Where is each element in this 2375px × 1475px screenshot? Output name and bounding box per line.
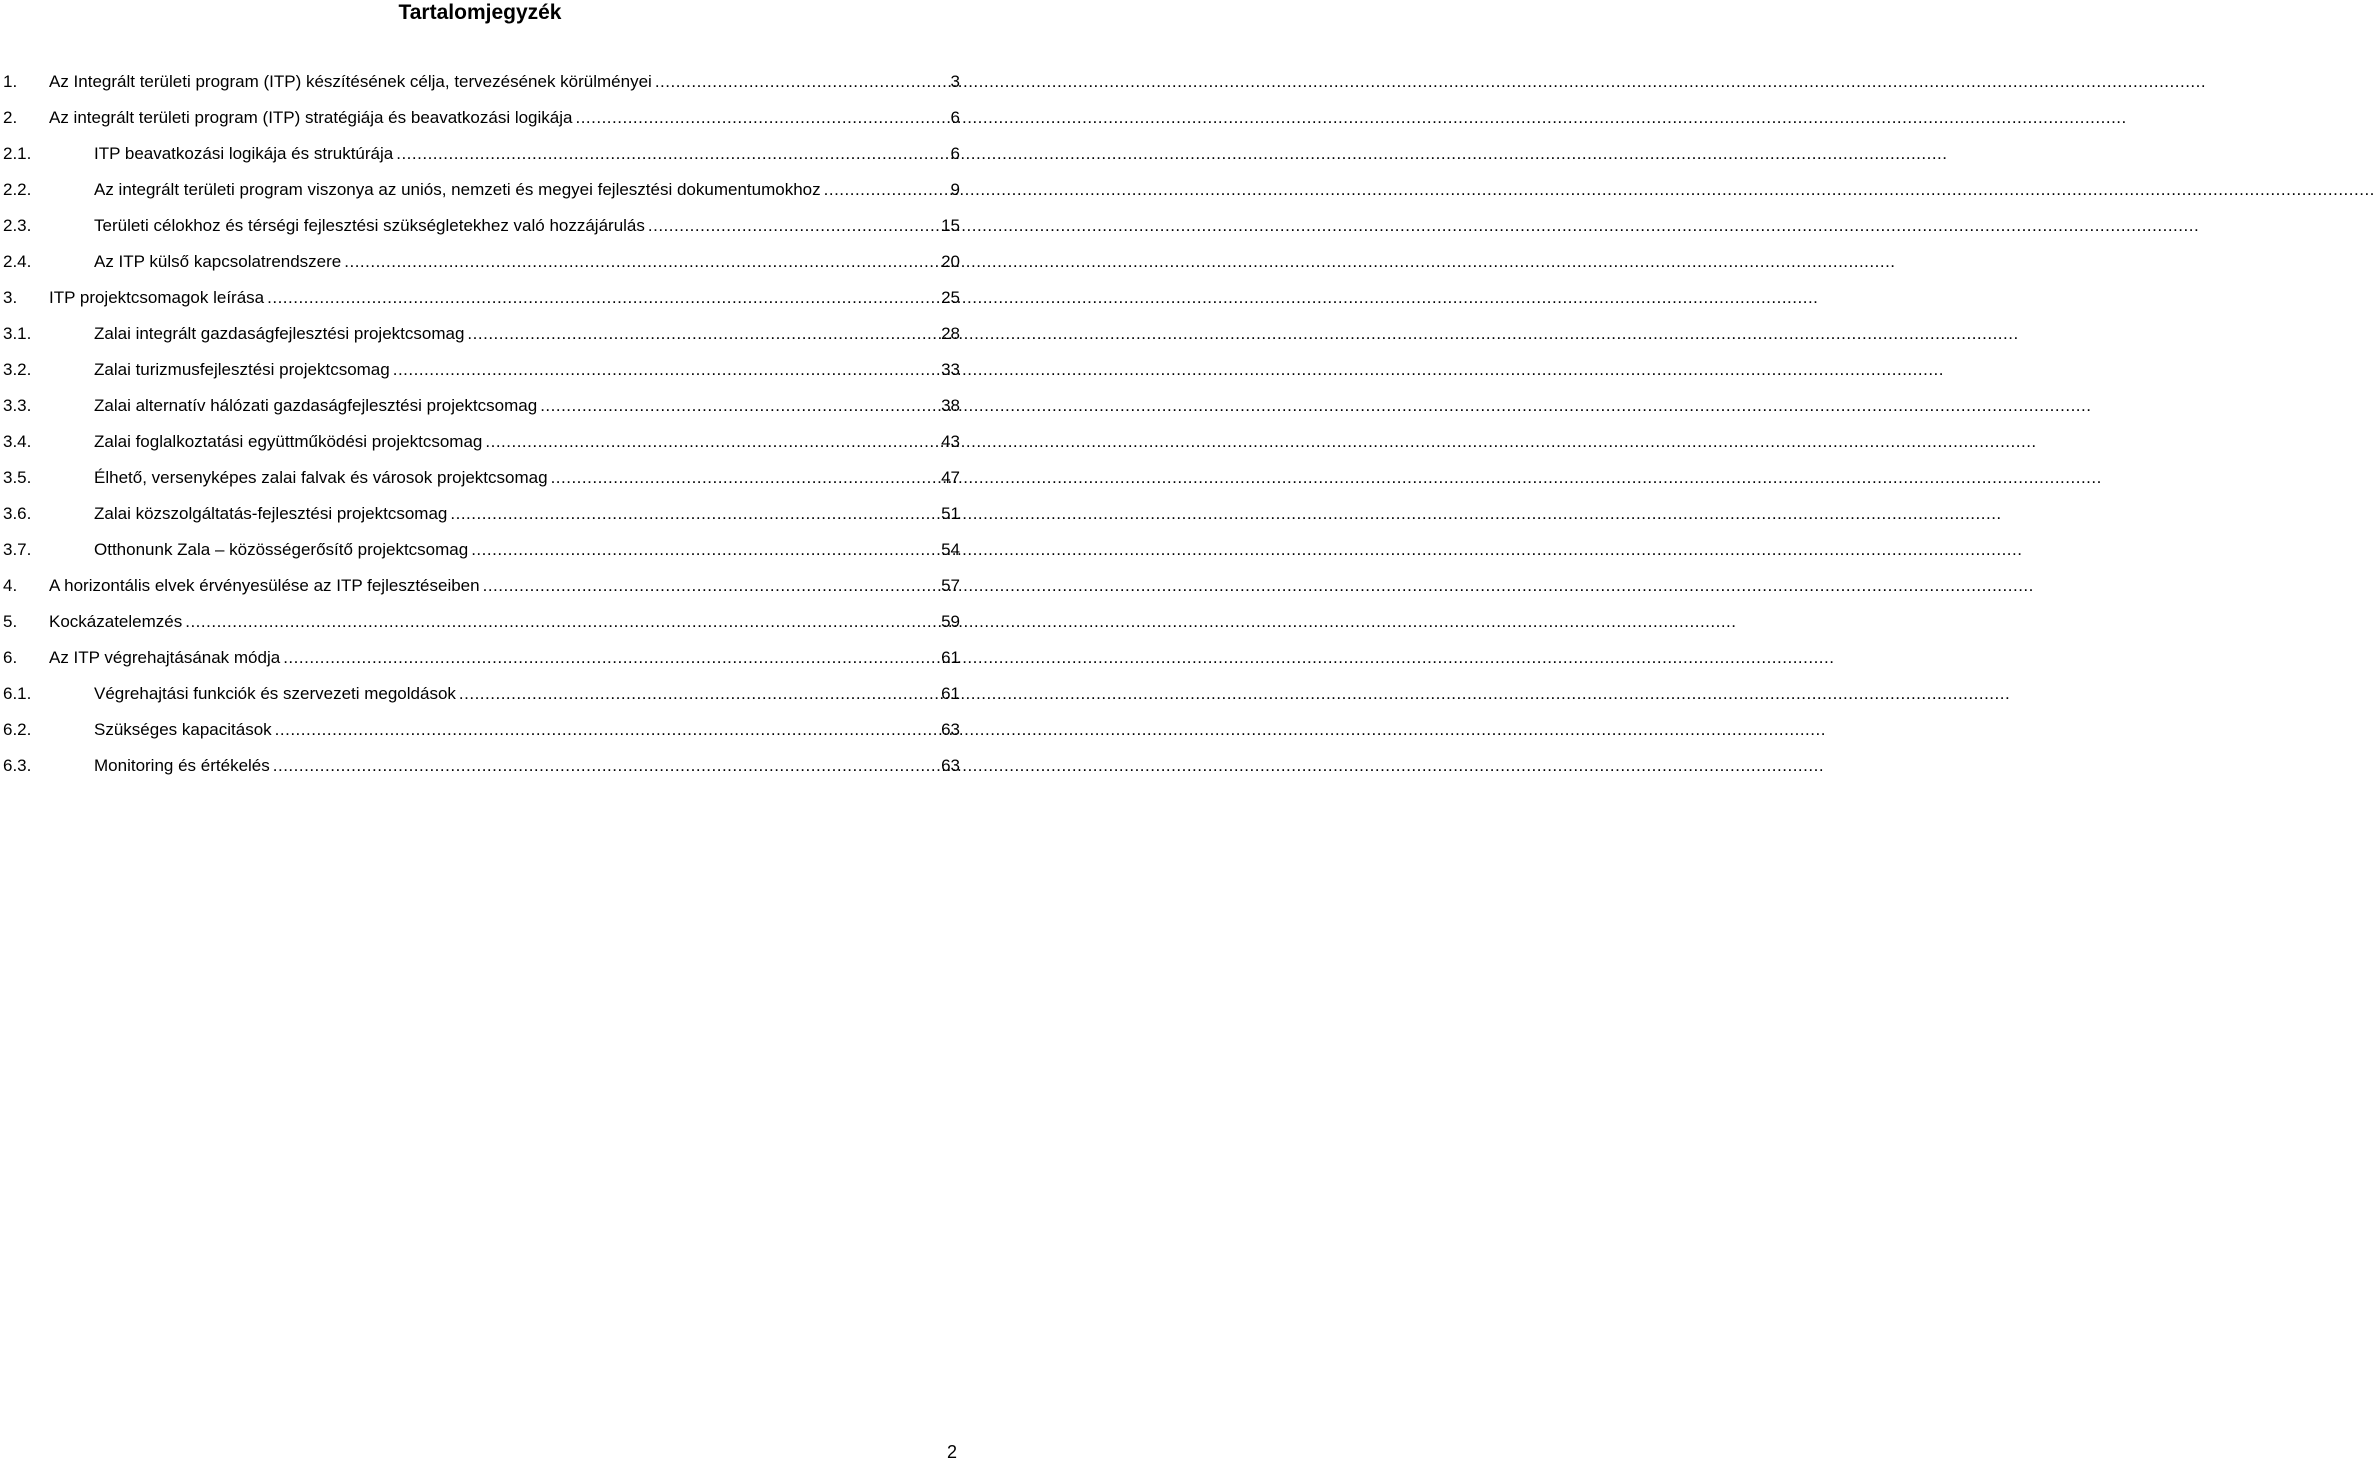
toc-entry[interactable] xyxy=(3,244,961,280)
toc-dot-leader xyxy=(396,136,947,172)
toc-entry-title[interactable]: Zalai alternatív hálózati gazdaságfejlesztési projektcsomag xyxy=(94,396,538,415)
toc-dot-leader xyxy=(467,316,938,352)
toc-dot-leader xyxy=(393,352,938,388)
toc-entry-number: 3.6. xyxy=(3,504,32,523)
toc-entry-title[interactable]: Szükséges kapacitások xyxy=(94,720,272,739)
toc-entry-number: 3.4. xyxy=(3,432,32,451)
toc-entry[interactable] xyxy=(3,388,961,424)
toc-entry-number: 6.1. xyxy=(3,684,32,703)
toc-entry[interactable] xyxy=(3,136,961,172)
toc-dot-leader xyxy=(275,712,938,748)
toc-entry-title[interactable]: Területi célokhoz és térségi fejlesztési szükségletekhez való hozzájárulás xyxy=(94,216,645,235)
toc-entry-page[interactable]: 6 xyxy=(950,108,960,127)
toc-dot-leader xyxy=(540,388,938,424)
toc-dot-leader xyxy=(267,280,938,316)
toc-entry-title[interactable]: Az Integrált területi program (ITP) készítésének célja, tervezésének körülményei xyxy=(49,72,652,91)
toc-entry-page[interactable]: 28 xyxy=(941,324,960,343)
toc-entry-title[interactable]: A horizontális elvek érvényesülése az ITP fejlesztéseiben xyxy=(49,576,480,595)
toc-entry-title[interactable]: Az integrált területi program viszonya az uniós, nemzeti és megyei fejlesztési dokumentumokhoz xyxy=(94,180,821,199)
toc-entry-page[interactable]: 57 xyxy=(941,576,960,595)
toc-dot-leader xyxy=(483,568,938,604)
toc-entry-title[interactable]: ITP projektcsomagok leírása xyxy=(49,288,265,307)
toc-entry-title[interactable]: Zalai turizmusfejlesztési projektcsomag xyxy=(94,360,390,379)
toc-entry-number: 3. xyxy=(3,288,18,307)
toc-entry-page[interactable]: 63 xyxy=(941,756,960,775)
toc-entry-title[interactable]: Végrehajtási funkciók és szervezeti megoldások xyxy=(94,684,456,703)
page-number: 2 xyxy=(946,1442,957,1462)
toc-entry-title[interactable]: ITP beavatkozási logikája és struktúrája xyxy=(94,144,394,163)
toc-entry[interactable] xyxy=(3,460,961,496)
toc-entry[interactable] xyxy=(3,532,961,568)
toc-entry-page[interactable]: 61 xyxy=(941,684,960,703)
toc-entry-title[interactable]: Kockázatelemzés xyxy=(49,612,183,631)
toc-dot-leader xyxy=(551,460,939,496)
toc-entry-number: 6.2. xyxy=(3,720,32,739)
toc-entry[interactable] xyxy=(3,676,961,712)
toc-entry-page[interactable]: 54 xyxy=(941,540,960,559)
toc-entry-page[interactable]: 20 xyxy=(941,252,960,271)
toc-entry-number: 3.7. xyxy=(3,540,32,559)
toc-entry-page[interactable]: 6 xyxy=(950,144,960,163)
toc-entry-number: 3.5. xyxy=(3,468,32,487)
toc-entry[interactable] xyxy=(3,172,961,208)
toc-entry-page[interactable]: 15 xyxy=(941,216,960,235)
toc-entry[interactable] xyxy=(3,712,961,748)
toc-entry-number: 2.4. xyxy=(3,252,32,271)
toc-entry[interactable] xyxy=(3,748,961,784)
toc-entry-title[interactable]: Élhető, versenyképes zalai falvak és városok projektcsomag xyxy=(94,468,548,487)
toc-entry-number: 2.1. xyxy=(3,144,32,163)
toc-entry-number: 2. xyxy=(3,108,18,127)
toc-entry-number: 3.2. xyxy=(3,360,32,379)
toc-dot-leader xyxy=(575,100,947,136)
toc-entry[interactable] xyxy=(3,496,961,532)
toc-dot-leader xyxy=(485,424,938,460)
toc-entry-number: 6. xyxy=(3,648,18,667)
toc-entry[interactable] xyxy=(3,64,961,100)
toc-entry-page[interactable]: 47 xyxy=(941,468,960,487)
toc-entry-title[interactable]: Az integrált területi program (ITP) stratégiája és beavatkozási logikája xyxy=(49,108,573,127)
toc-entry[interactable] xyxy=(3,280,961,316)
toc-entry-title[interactable]: Az ITP végrehajtásának módja xyxy=(49,648,281,667)
toc-entry-number: 2.3. xyxy=(3,216,32,235)
toc-entry[interactable] xyxy=(3,604,961,640)
toc-dot-leader xyxy=(655,64,948,100)
toc-dot-leader xyxy=(185,604,938,640)
toc-entry-number: 6.3. xyxy=(3,756,32,775)
toc-entry-page[interactable]: 51 xyxy=(941,504,960,523)
toc-entry-title[interactable]: Zalai foglalkoztatási együttműködési projektcsomag xyxy=(94,432,483,451)
toc-dot-leader xyxy=(648,208,938,244)
toc-entry-page[interactable]: 9 xyxy=(950,180,960,199)
toc-dot-leader xyxy=(471,532,938,568)
toc-entry[interactable] xyxy=(3,316,961,352)
toc-entry-page[interactable]: 43 xyxy=(941,432,960,451)
toc-entry-number: 1. xyxy=(3,72,18,91)
toc-entry-page[interactable]: 63 xyxy=(941,720,960,739)
toc-entry-page[interactable]: 61 xyxy=(941,648,960,667)
toc-entry[interactable] xyxy=(3,100,961,136)
toc-entry-title[interactable]: Zalai közszolgáltatás-fejlesztési projektcsomag xyxy=(94,504,448,523)
toc-entry-page[interactable]: 38 xyxy=(941,396,960,415)
toc-dot-leader xyxy=(344,244,938,280)
toc-entry[interactable] xyxy=(3,208,961,244)
toc-entry[interactable] xyxy=(3,640,961,676)
toc-entry-page[interactable]: 25 xyxy=(941,288,960,307)
toc-dot-leader xyxy=(273,748,938,784)
toc-entry[interactable] xyxy=(3,424,961,460)
toc-entry-title[interactable]: Otthonunk Zala – közösségerősítő projektcsomag xyxy=(94,540,469,559)
toc-entry-title[interactable]: Az ITP külső kapcsolatrendszere xyxy=(94,252,342,271)
toc-entry-page[interactable]: 33 xyxy=(941,360,960,379)
toc-entry-number: 3.1. xyxy=(3,324,32,343)
document-page xyxy=(0,0,960,1475)
toc-dot-leader xyxy=(824,172,948,208)
toc-dot-leader xyxy=(450,496,938,532)
toc-entry-number: 4. xyxy=(3,576,18,595)
toc-title: Tartalomjegyzék xyxy=(398,1,562,24)
toc-entry-page[interactable]: 3 xyxy=(950,72,960,91)
toc-entry-title[interactable]: Monitoring és értékelés xyxy=(94,756,270,775)
toc-dot-leader xyxy=(459,676,938,712)
toc-entry[interactable] xyxy=(3,352,961,388)
table-of-contents xyxy=(3,64,961,784)
toc-entry-title[interactable]: Zalai integrált gazdaságfejlesztési projektcsomag xyxy=(94,324,465,343)
toc-dot-leader xyxy=(283,640,938,676)
toc-entry-number: 2.2. xyxy=(3,180,32,199)
toc-entry[interactable] xyxy=(3,568,961,604)
toc-entry-number: 3.3. xyxy=(3,396,32,415)
toc-entry-number: 5. xyxy=(3,612,18,631)
toc-entry-page[interactable]: 59 xyxy=(941,612,960,631)
